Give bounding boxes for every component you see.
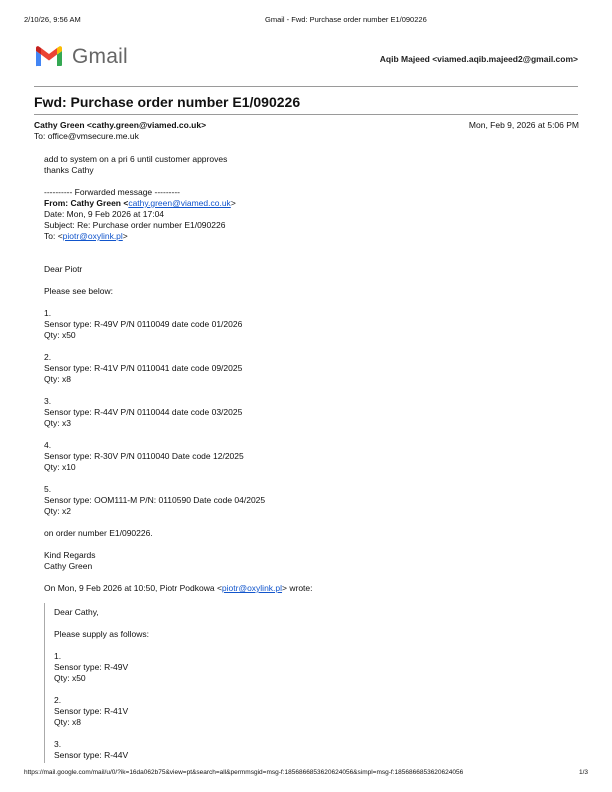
fwd-from: [44, 198, 313, 209]
fwd-date: Date: Mon, 9 Feb 2026 at 17:04: [44, 209, 165, 219]
intro-line: thanks Cathy: [44, 165, 94, 175]
message-body: [44, 154, 313, 594]
item-sensor: Sensor type: R-41V P/N 0110041 date code 09/2025: [44, 363, 243, 373]
quoted-item-sensor: Sensor type: R-44V: [54, 750, 129, 760]
quoted-item-number: 3.: [54, 739, 62, 749]
recipient: To: office@vmsecure.me.uk: [34, 131, 139, 141]
quoted-item-qty: Qty: x50: [54, 673, 86, 683]
on-order-line: on order number E1/090226.: [44, 528, 153, 538]
quoted-item-sensor: Sensor type: R-41V: [54, 706, 129, 716]
intro-line: add to system on a pri 6 until customer approves: [44, 154, 228, 164]
fwd-to-label: To: <: [44, 231, 63, 241]
account-email: Aqib Majeed <viamed.aqib.majeed2@gmail.com>: [379, 54, 578, 64]
item-qty: Qty: x50: [44, 330, 76, 340]
signoff-line: Cathy Green: [44, 561, 93, 571]
quoted-header-prefix: On Mon, 9 Feb 2026 at 10:50, Piotr Podkowa <: [44, 583, 222, 593]
message-date: Mon, Feb 9, 2026 at 5:06 PM: [468, 120, 579, 130]
item-number: 2.: [44, 352, 52, 362]
item-sensor: Sensor type: R-49V P/N 0110049 date code 01/2026: [44, 319, 243, 329]
item-sensor: Sensor type: R-44V P/N 0110044 date code 03/2025: [44, 407, 243, 417]
quoted-greeting: Dear Cathy,: [54, 607, 99, 617]
item-number: 1.: [44, 308, 52, 318]
item-sensor: Sensor type: OOM111-M P/N: 0110590 Date code 04/2025: [44, 495, 266, 505]
item-number: 5.: [44, 484, 52, 494]
fwd-to-close: >: [122, 231, 128, 241]
item-qty: Qty: x2: [44, 506, 71, 516]
item-number: 4.: [44, 440, 52, 450]
item-qty: Qty: x3: [44, 418, 71, 428]
see-below: Please see below:: [44, 286, 113, 296]
quoted-item-qty: Qty: x8: [54, 717, 81, 727]
quote-bar: [44, 603, 45, 763]
gmail-logo-icon: [34, 44, 64, 68]
fwd-from-close: >: [230, 198, 236, 208]
item-qty: Qty: x8: [44, 374, 71, 384]
quoted-body: [54, 607, 149, 761]
quoted-header: [44, 583, 313, 594]
quoted-email-link[interactable]: piotr@oxylink.pl: [221, 583, 283, 593]
quoted-item-sensor: Sensor type: R-49V: [54, 662, 129, 672]
gmail-brand-text: Gmail: [72, 45, 128, 68]
fwd-from-email-link[interactable]: cathy.green@viamed.co.uk: [128, 198, 231, 208]
fwd-to-email-link[interactable]: piotr@oxylink.pl: [62, 231, 123, 241]
greeting: Dear Piotr: [44, 264, 83, 274]
fwd-subject: Subject: Re: Purchase order number E1/090226: [44, 220, 226, 230]
item-sensor: Sensor type: R-30V P/N 0110040 Date code 12/2025: [44, 451, 244, 461]
print-page-number: 1/3: [578, 769, 588, 776]
print-footer-url: https://mail.google.com/mail/u/0/?ik=16da062b75&view=pt&search=all&permmsgid=msg-f:1856866853620624056&simpl=msg-f:1856866853620624056: [24, 769, 464, 776]
print-page-title: Gmail - Fwd: Purchase order number E1/090226: [265, 15, 427, 24]
header-divider: [34, 86, 578, 87]
quoted-item-number: 1.: [54, 651, 62, 661]
item-number: 3.: [44, 396, 52, 406]
quoted-header-suffix: > wrote:: [282, 583, 313, 593]
quoted-supply: Please supply as follows:: [54, 629, 149, 639]
fwd-to: [44, 231, 313, 242]
forward-marker: ---------- Forwarded message ---------: [44, 187, 180, 197]
item-qty: Qty: x10: [44, 462, 76, 472]
subject-divider: [34, 114, 578, 115]
sender-text: Cathy Green <cathy.green@viamed.co.uk>: [34, 120, 207, 130]
sender: [34, 120, 206, 130]
fwd-from-label: From: Cathy Green <: [44, 198, 129, 208]
email-subject: Fwd: Purchase order number E1/090226: [34, 94, 301, 110]
signoff-line: Kind Regards: [44, 550, 96, 560]
print-datetime: 2/10/26, 9:56 AM: [24, 15, 81, 24]
quoted-item-number: 2.: [54, 695, 62, 705]
